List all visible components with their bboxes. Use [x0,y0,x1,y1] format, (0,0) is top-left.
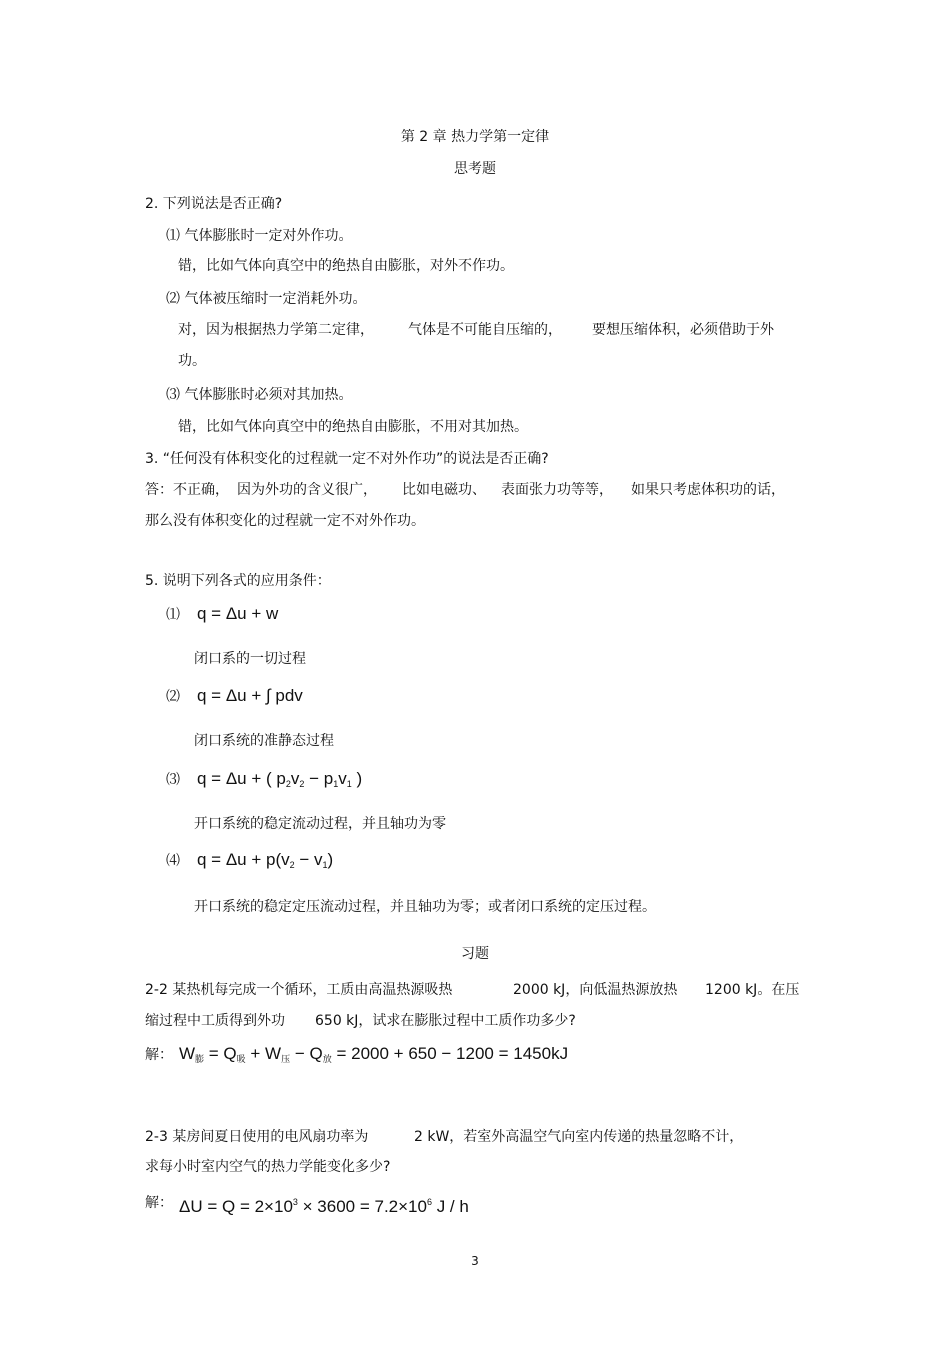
formula-2: q = Δu + ∫ pdv [197,686,303,705]
question-5-condition-3: 开口系统的稳定流动过程，并且轴功为零 [194,816,446,832]
problem-2-2-solution-label: 解： [145,1047,173,1063]
question-2-item-3: ⑶ 气体膨胀时必须对其加热。 [166,387,353,403]
chapter-title: 第 2 章 热力学第一定律 [400,129,550,145]
section-heading-thinking: 思考题 [454,161,496,177]
problem-2-2-line-2a: 缩过程中工质得到外功 [145,1013,285,1029]
question-2-answer-3: 错，比如气体向真空中的绝热自由膨胀，不用对其加热。 [178,419,528,435]
problem-2-2-line-1c: 1200 kJ。在压 [705,982,800,998]
question-5-title: 5. 说明下列各式的应用条件： [145,573,331,589]
question-5-item-number-2: ⑵ [166,689,180,705]
problem-2-2-solution-formula: $W_膨 = Q_吸 + W_压 - Q_放 = 2000 + 650 - 1200 = 1450kJ$ [179,1044,569,1064]
question-2-answer-2-part-b: 气体是不可能自压缩的， [408,322,562,338]
section-heading-exercises: 习题 [461,946,489,962]
question-3-answer-part-4: 表面张力功等等， [501,482,613,498]
problem-2-2-line-2b: 650 kJ，试求在膨胀过程中工质作功多少? [315,1013,576,1029]
question-2-answer-2-part-a: 对，因为根据热力学第二定律， [178,322,374,338]
problem-2-2-line-1a: 2-2 某热机每完成一个循环，工质由高温热源吸热 [145,982,453,998]
question-3-answer-line-2: 那么没有体积变化的过程就一定不对外作功。 [145,513,425,529]
question-3-title: 3. “任何没有体积变化的过程就一定不对外作功”的说法是否正确? [145,451,549,467]
problem-2-3-line-2: 求每小时室内空气的热力学能变化多少? [145,1159,391,1175]
question-2-title: 2. 下列说法是否正确? [145,196,283,212]
question-5-condition-4: 开口系统的稳定定压流动过程，并且轴功为零；或者闭口系统的定压过程。 [194,899,656,915]
problem-2-2-line-1b: 2000 kJ，向低温热源放热 [513,982,678,998]
question-2-answer-2-part-c: 要想压缩体积，必须借助于外 [592,322,774,338]
question-5-item-number-4: ⑷ [166,853,180,869]
question-2-item-2: ⑵ 气体被压缩时一定消耗外功。 [166,291,367,307]
page-number: 3 [471,1254,479,1268]
formula-3: q = Δu + ( $p_2v_2 - p_1v_1$ ) [197,769,363,789]
question-3-answer-part-2: 因为外功的含义很广， [237,482,377,498]
question-2-answer-2-part-d: 功。 [178,353,206,369]
formula-4: $q = \Delta u + p(v_2 - v_1)$ [197,850,334,870]
question-5-item-number-1: ⑴ [166,607,180,623]
problem-2-3-line-1b: 2 kW，若室外高温空气向室内传递的热量忽略不计， [414,1129,744,1145]
problem-2-3-solution-formula: $\Delta U = Q = 2\times 10^3 \times 3600 = 7.2\times 10^6$ J / h [179,1197,469,1216]
formula-1: q = Δu + w [197,604,279,623]
problem-2-3-solution-label: 解： [145,1195,173,1211]
question-5-condition-2: 闭口系统的准静态过程 [194,733,334,749]
question-5-condition-1: 闭口系的一切过程 [194,651,306,667]
problem-2-3-line-1a: 2-3 某房间夏日使用的电风扇功率为 [145,1129,369,1145]
question-3-answer-part-5: 如果只考虑体积功的话， [631,482,785,498]
question-2-item-1: ⑴ 气体膨胀时一定对外作功。 [166,228,353,244]
question-3-answer-part-3: 比如电磁功、 [402,482,486,498]
question-5-item-number-3: ⑶ [166,772,180,788]
question-3-answer-part-1: 答：不正确， [145,482,229,498]
question-2-answer-1: 错，比如气体向真空中的绝热自由膨胀，对外不作功。 [178,258,514,274]
